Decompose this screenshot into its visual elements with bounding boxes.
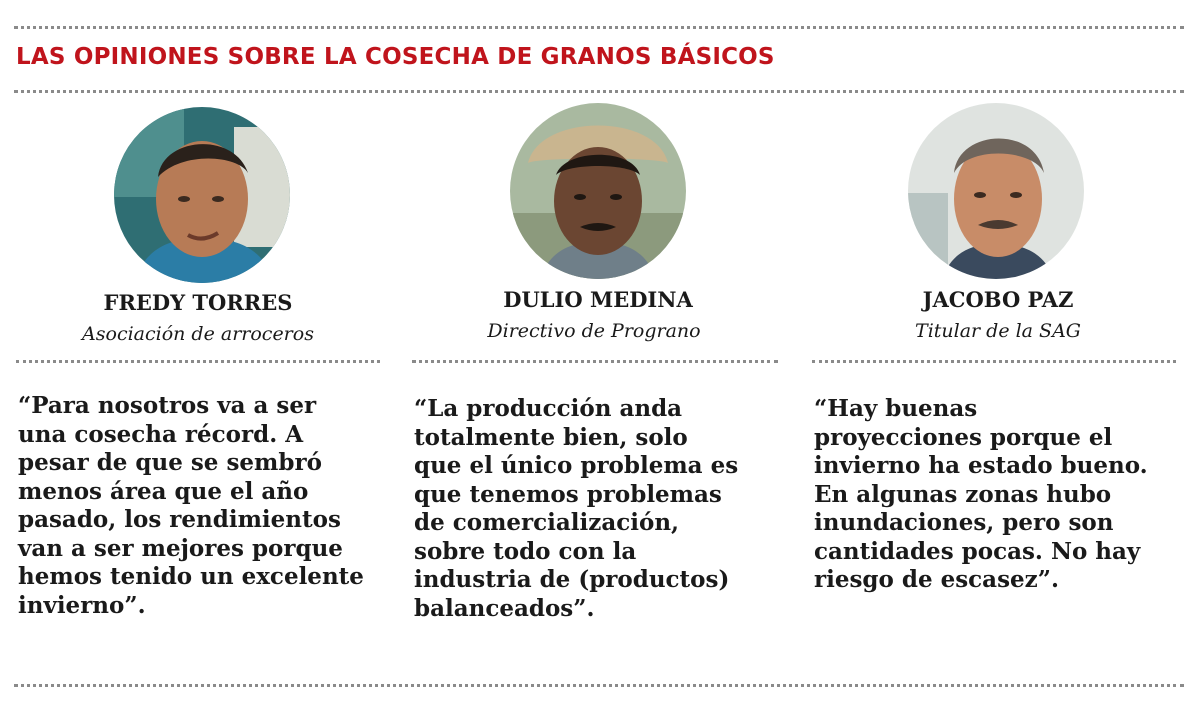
person-role: Asociación de arroceros xyxy=(82,323,314,345)
person-name: FREDY TORRES xyxy=(103,290,293,315)
quote-text: “La producción anda totalmente bien, solo que el único problema es que tenemos problemas de comercialización, sobre todo con la industria de (productos) balanceados”. xyxy=(414,395,739,622)
column-divider xyxy=(812,360,1176,363)
quote-text: “Para nosotros va a ser una cosecha récord. A pesar de que se sembró menos área que el año pasado, los rendimientos van a ser mejores porque hemos tenido un excelente invierno”. xyxy=(18,392,364,619)
person-role: Directivo de Prograno xyxy=(487,320,701,342)
dulio-medina-photo xyxy=(510,103,686,279)
person-name: JACOBO PAZ xyxy=(922,287,1074,312)
bottom-divider xyxy=(14,684,1184,687)
column-divider xyxy=(412,360,778,363)
person-role: Titular de la SAG xyxy=(915,320,1081,342)
header-divider xyxy=(14,90,1184,93)
fredy-torres-photo xyxy=(114,107,290,283)
person-name: DULIO MEDINA xyxy=(503,287,693,312)
top-divider xyxy=(14,26,1184,29)
page-title: LAS OPINIONES SOBRE LA COSECHA DE GRANOS BÁSICOS xyxy=(16,44,775,70)
column-divider xyxy=(16,360,380,363)
jacobo-paz-photo xyxy=(908,103,1084,279)
quote-text: “Hay buenas proyecciones porque el invierno ha estado bueno. En algunas zonas hubo inundaciones, pero son cantidades pocas. No hay riesgo de escasez”. xyxy=(814,395,1148,593)
